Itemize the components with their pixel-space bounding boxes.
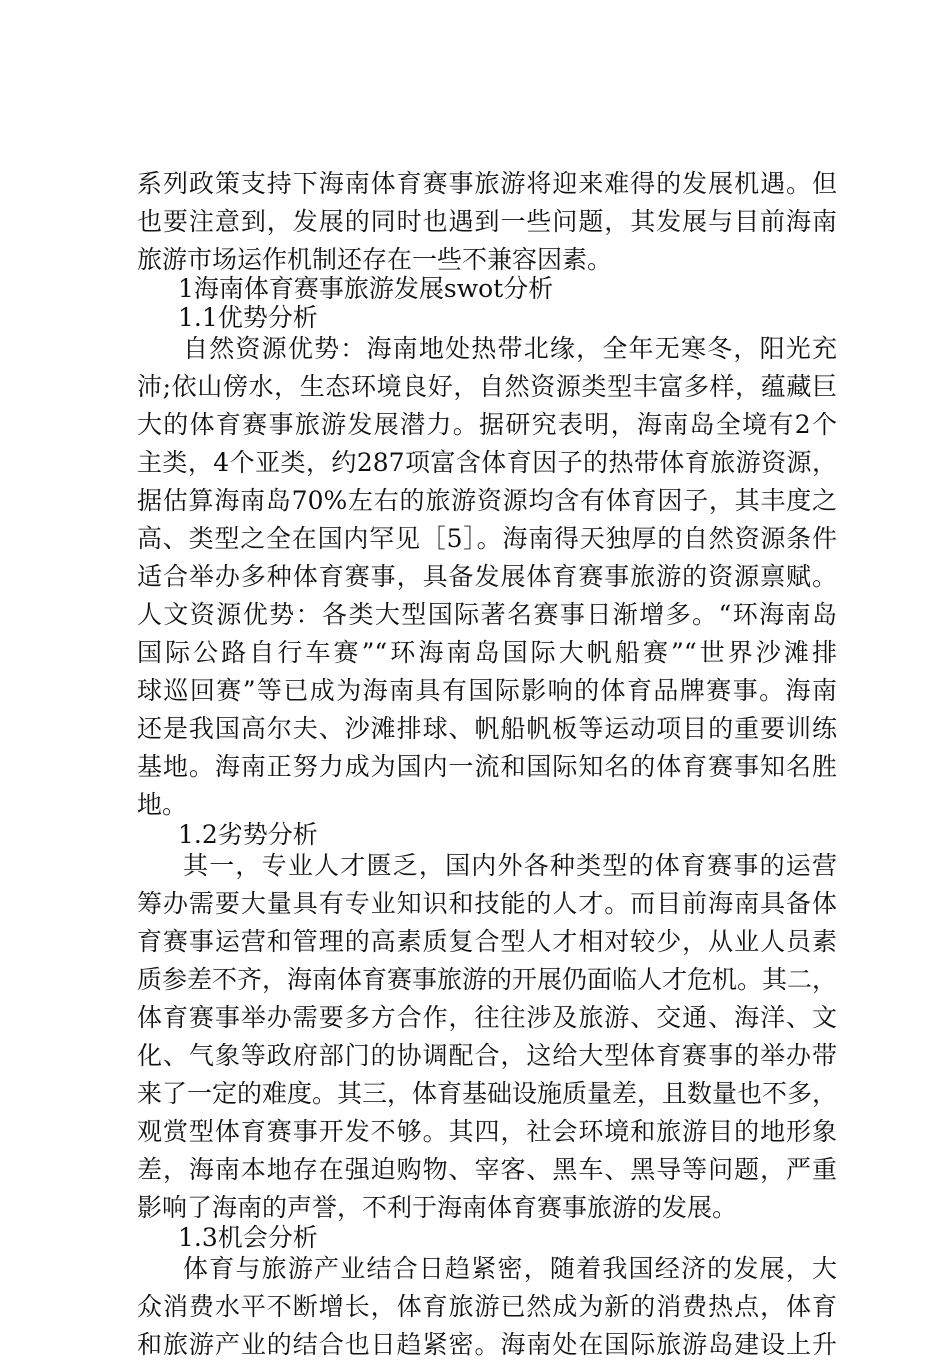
text-line: 沛;依山傍水，生态环境良好，自然资源类型丰富多样，蕴藏巨 <box>137 372 837 401</box>
text-line: 据估算海南岛70%左右的旅游资源均含有体育因子，其丰度之 <box>137 486 837 515</box>
text-line: 系列政策支持下海南体育赛事旅游将迎来难得的发展机遇。但 <box>137 169 837 198</box>
text-line: 观赏型体育赛事开发不够。其四，社会环境和旅游目的地形象 <box>137 1117 837 1146</box>
text-line: 影响了海南的声誉，不利于海南体育赛事旅游的发展。 <box>137 1193 738 1222</box>
text-line: 质参差不齐，海南体育赛事旅游的开展仍面临人才危机。其二， <box>137 965 837 994</box>
text-line: 国际公路自行车赛”“环海南岛国际大帆船赛”“世界沙滩排 <box>137 638 837 667</box>
section-heading: 1海南体育赛事旅游发展swot分析 <box>178 274 554 303</box>
text-line: 和旅游产业的结合也日趋紧密。海南处在国际旅游岛建设上升 <box>137 1330 837 1359</box>
text-line: 育赛事运营和管理的高素质复合型人才相对较少，从业人员素 <box>137 927 837 956</box>
text-line: 来了一定的难度。其三，体育基础设施质量差，且数量也不多， <box>137 1079 837 1108</box>
text-line: 化、气象等政府部门的协调配合，这给大型体育赛事的举办带 <box>137 1041 837 1070</box>
text-line: 众消费水平不断增长，体育旅游已然成为新的消费热点，体育 <box>137 1292 837 1321</box>
text-line: 还是我国高尔夫、沙滩排球、帆船帆板等运动项目的重要训练 <box>137 714 837 743</box>
text-line: 差，海南本地存在强迫购物、宰客、黑车、黑导等问题，严重 <box>137 1155 837 1184</box>
text-line: 人文资源优势：各类大型国际著名赛事日渐增多。“环海南岛 <box>137 600 837 629</box>
text-line: 体育赛事举办需要多方合作，往往涉及旅游、交通、海洋、文 <box>137 1003 837 1032</box>
subsection-heading: 1.1优势分析 <box>178 303 318 332</box>
text-line: 基地。海南正努力成为国内一流和国际知名的体育赛事知名胜 <box>137 752 837 781</box>
text-line: 大的体育赛事旅游发展潜力。据研究表明，海南岛全境有2个 <box>137 410 837 439</box>
text-line: 旅游市场运作机制还存在一些不兼容因素。 <box>137 245 613 274</box>
text-line: 地。 <box>137 790 188 819</box>
subsection-heading: 1.2劣势分析 <box>178 820 318 849</box>
text-line: 也要注意到，发展的同时也遇到一些问题，其发展与目前海南 <box>137 207 837 236</box>
text-line: 体育与旅游产业结合日趋紧密，随着我国经济的发展，大 <box>183 1254 837 1283</box>
text-line: 筹办需要大量具有专业知识和技能的人才。而目前海南具备体 <box>137 889 837 918</box>
text-line: 球巡回赛”等已成为海南具有国际影响的体育品牌赛事。海南 <box>137 676 837 705</box>
text-line: 其一，专业人才匮乏，国内外各种类型的体育赛事的运营 <box>183 851 837 880</box>
text-line: 高、类型之全在国内罕见［5］。海南得天独厚的自然资源条件 <box>137 524 837 553</box>
text-line: 适合举办多种体育赛事，具备发展体育赛事旅游的资源禀赋。 <box>137 562 837 591</box>
text-line: 自然资源优势：海南地处热带北缘，全年无寒冬，阳光充 <box>183 334 837 363</box>
text-line: 主类，4个亚类，约287项富含体育因子的热带体育旅游资源， <box>137 448 837 477</box>
subsection-heading: 1.3机会分析 <box>178 1223 318 1252</box>
